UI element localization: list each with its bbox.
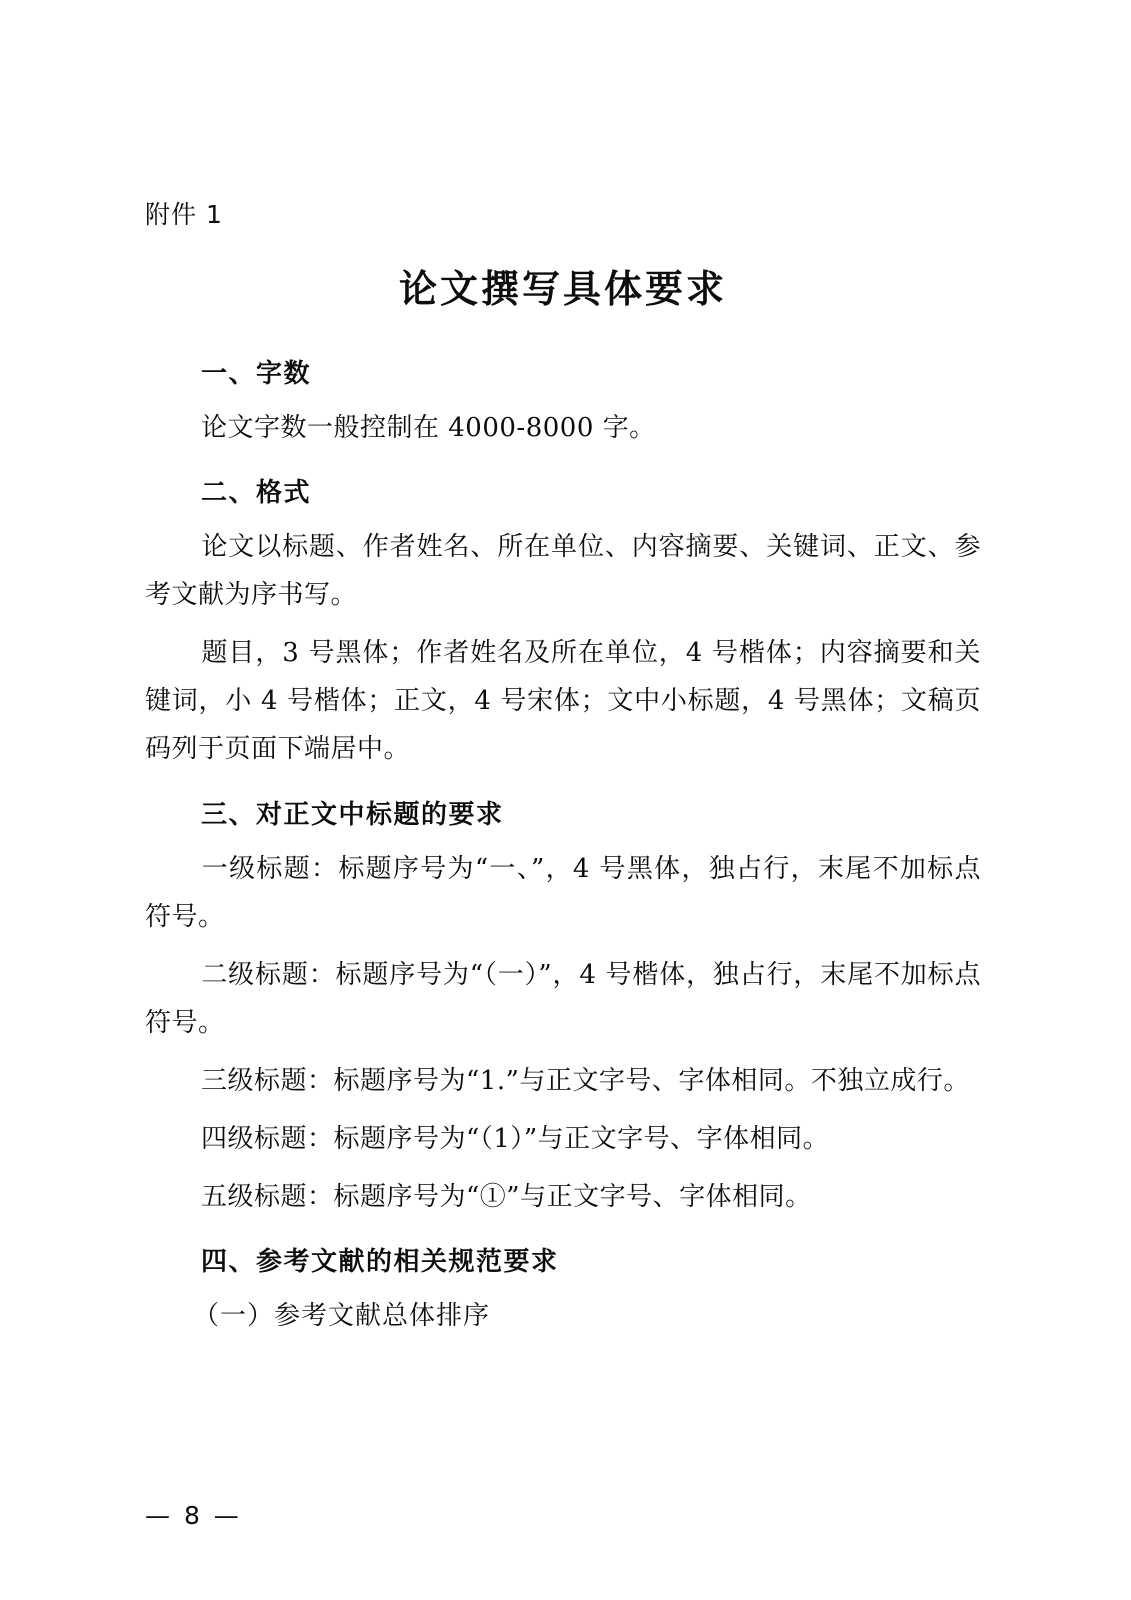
paragraph: [145, 845, 981, 941]
page-title: 论文撰写具体要求: [398, 267, 727, 311]
paragraph-text: 四级标题：标题序号为“（1）”与正文字号、字体相同。: [201, 1124, 830, 1155]
paragraph: [145, 404, 981, 452]
paragraph-text: 论文字数一般控制在 4000-8000 字。: [201, 413, 656, 443]
section-heading-reference-standards: 四、参考文献的相关规范要求: [201, 1247, 559, 1278]
paragraph-text: 题目，3 号黑体；作者姓名及所在单位，4 号楷体；内容摘要和关键词，小 4 号楷体；正文，4 号宋体；文中小标题，4 号黑体；文稿页码列于页面下端居中。: [145, 638, 981, 765]
paragraph-text: 三级标题：标题序号为“1.”与正文字号、字体相同。不独立成行。: [201, 1065, 970, 1096]
paragraph: [145, 1057, 981, 1105]
paragraph: [145, 629, 981, 773]
paragraph-text: 五级标题：标题序号为“①”与正文字号、字体相同。: [201, 1182, 812, 1213]
paragraph: [145, 1115, 981, 1163]
attachment-label: 附件 1: [145, 200, 223, 229]
subsection-heading-reference-order: （一）参考文献总体排序: [193, 1301, 491, 1332]
paragraph-text: 一级标题：标题序号为“一、”，4 号黑体，独占行，末尾不加标点符号。: [145, 853, 981, 932]
section-heading-title-requirements: 三、对正文中标题的要求: [201, 799, 504, 830]
section-heading-word-count: 一、字数: [201, 359, 312, 389]
paragraph-text: 二级标题：标题序号为“（一）”，4 号楷体，独占行，末尾不加标点符号。: [145, 959, 981, 1038]
paragraph-text: 论文以标题、作者姓名、所在单位、内容摘要、关键词、正文、参考文献为序书写。: [145, 532, 981, 611]
page-number: — 8 —: [145, 1501, 242, 1530]
paragraph: [145, 523, 981, 619]
section-heading-format: 二、格式: [201, 478, 312, 509]
paragraph: [145, 951, 981, 1047]
paragraph: [145, 1173, 981, 1221]
